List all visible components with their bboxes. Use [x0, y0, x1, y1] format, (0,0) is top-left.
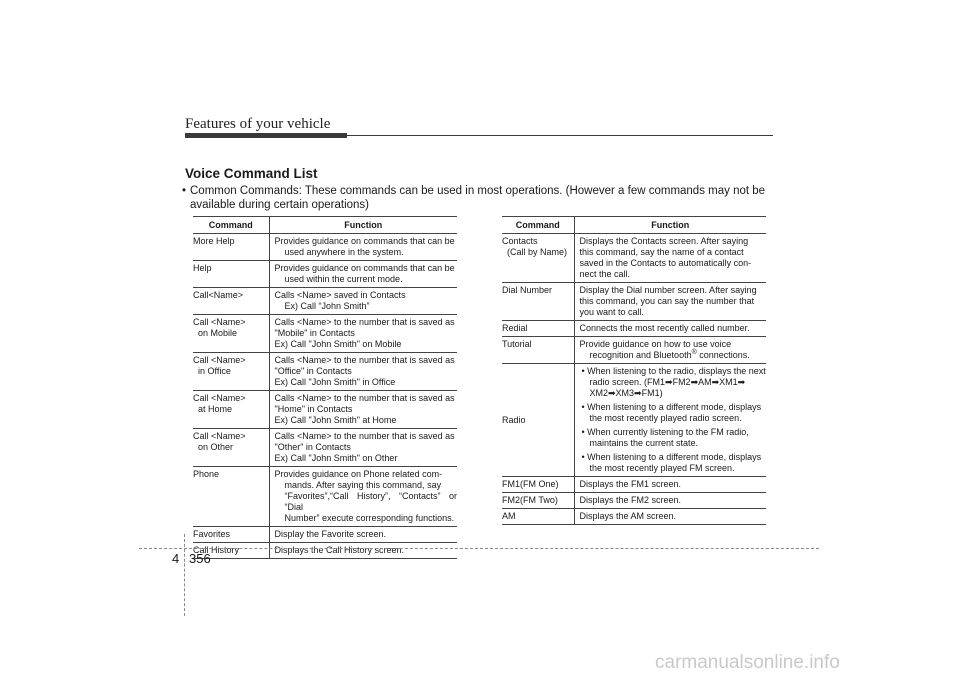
- function-text: “Favorites”,“Call History”, “Contacts” or “Dial: [284, 491, 457, 512]
- function-text: saved in the Contacts to automatically con-: [579, 258, 752, 268]
- function-text: Ex) Call "John Smith" in Office: [274, 377, 396, 387]
- command-text: on Other: [198, 442, 234, 452]
- function-text: this command, you can say the number that: [579, 296, 755, 306]
- chapter-number: 4: [172, 551, 180, 566]
- command-cell: [193, 467, 269, 527]
- command-text: Call History: [193, 545, 240, 555]
- radio-bullet-item: • When listening to a different mode, displays the most recently played FM screen.: [581, 452, 762, 473]
- function-cell: [269, 527, 457, 543]
- table-row: [193, 429, 457, 467]
- command-text: Call <Name>: [193, 355, 246, 365]
- command-text: Call <Name>: [193, 431, 246, 441]
- function-cell: [269, 353, 457, 391]
- table-row: [193, 353, 457, 391]
- command-cell: [193, 527, 269, 543]
- command-text: Radio: [502, 414, 526, 425]
- function-text: Provides guidance on commands that can be: [274, 236, 455, 246]
- column-header-command: Command: [502, 217, 574, 234]
- function-text-part: connections.: [696, 350, 750, 360]
- function-cell: [574, 283, 766, 321]
- page-number: 356: [189, 551, 211, 566]
- function-cell: [269, 288, 457, 315]
- function-text: Display the Dial number screen. After saying: [579, 285, 757, 295]
- command-text: on Mobile: [198, 328, 238, 338]
- table-row-tutorial: [502, 337, 766, 364]
- function-text: Displays the Call History screen.: [274, 545, 405, 555]
- function-text: Number” execute corresponding functions.: [284, 513, 455, 523]
- command-cell: [502, 234, 574, 283]
- command-text: at Home: [198, 404, 233, 414]
- left-command-table: [193, 216, 457, 559]
- command-cell: [193, 234, 269, 261]
- command-text: Call<Name>: [193, 290, 244, 300]
- footer-dashed-rule: [139, 548, 819, 549]
- function-text: you want to call.: [579, 307, 645, 317]
- command-cell: [193, 288, 269, 315]
- bullet-icon: •: [181, 185, 187, 197]
- command-text: Contacts: [502, 236, 538, 246]
- table-row: [193, 288, 457, 315]
- function-text: "Mobile" in Contacts: [274, 328, 355, 338]
- function-text: Ex) Call "John Smith" on Other: [274, 453, 398, 463]
- function-cell: [574, 337, 766, 364]
- function-text: Calls <Name> to the number that is saved as: [274, 393, 455, 403]
- right-command-table: [502, 216, 766, 525]
- page-heading: Voice Command List: [185, 166, 318, 181]
- table-row: [193, 234, 457, 261]
- function-text: Calls <Name> to the number that is saved as: [274, 431, 455, 441]
- radio-bullet-item: • When listening to the radio, displays the next radio screen. (FM1➡FM2➡AM➡XM1➡ XM2➡XM3➡FM1): [581, 366, 766, 398]
- function-cell: [269, 261, 457, 288]
- command-text: Redial: [502, 323, 528, 333]
- command-cell: [502, 321, 574, 337]
- function-text: Provides guidance on Phone related com-: [274, 469, 443, 479]
- command-text: (Call by Name): [507, 247, 568, 257]
- function-cell: [269, 391, 457, 429]
- command-text: AM: [502, 511, 516, 521]
- command-cell: [502, 509, 574, 525]
- function-text: nect the call.: [579, 269, 631, 279]
- command-cell: [502, 364, 574, 477]
- function-text: Displays the FM1 screen.: [579, 479, 682, 489]
- intro-line-2: available during certain operations): [190, 199, 369, 211]
- function-text: this command, say the name of a contact: [579, 247, 744, 257]
- command-cell: [193, 261, 269, 288]
- function-text: mands. After saying this command, say: [284, 480, 442, 490]
- command-cell: [502, 477, 574, 493]
- table-row-dial-number: [502, 283, 766, 321]
- command-text: Phone: [193, 469, 220, 479]
- table-row-contacts: [502, 234, 766, 283]
- header-rule: [347, 135, 773, 136]
- footer-vertical-rule: [184, 534, 185, 616]
- function-text: Provides guidance on commands that can be: [274, 263, 455, 273]
- watermark: carmanualsonline.info: [655, 652, 840, 673]
- section-title: Features of your vehicle: [185, 116, 331, 132]
- function-text: Displays the Contacts screen. After saying: [579, 236, 749, 246]
- function-text: "Office" in Contacts: [274, 366, 352, 376]
- function-text: Display the Favorite screen.: [274, 529, 387, 539]
- command-text: Favorites: [193, 529, 231, 539]
- command-text: Dial Number: [502, 285, 553, 295]
- command-cell: [193, 429, 269, 467]
- command-cell: [193, 391, 269, 429]
- function-text: "Home" in Contacts: [274, 404, 353, 414]
- radio-bullet-item: • When listening to a different mode, displays the most recently played radio screen.: [581, 402, 762, 423]
- table-row: [193, 261, 457, 288]
- column-header-function: Function: [574, 217, 766, 234]
- function-text: Calls <Name> to the number that is saved as: [274, 317, 455, 327]
- function-cell: [269, 543, 457, 559]
- function-text: Calls <Name> saved in Contacts: [274, 290, 406, 300]
- table-row: [193, 315, 457, 353]
- command-text: FM1(FM One): [502, 479, 559, 489]
- table-row-redial: [502, 321, 766, 337]
- function-cell: [269, 467, 457, 527]
- command-text: Call <Name>: [193, 317, 246, 327]
- intro-line-1: Common Commands: These commands can be used in most operations. (However a few commands may not be: [190, 185, 766, 197]
- function-cell: [269, 429, 457, 467]
- function-text: Displays the AM screen.: [579, 511, 677, 521]
- function-text: [580, 350, 767, 361]
- function-text: Connects the most recently called number.: [579, 323, 750, 333]
- function-cell: [574, 509, 766, 525]
- table-row: [193, 527, 457, 543]
- function-cell: [269, 315, 457, 353]
- header-bar: [185, 133, 347, 138]
- command-cell: [193, 315, 269, 353]
- function-cell: [574, 493, 766, 509]
- command-text: in Office: [198, 366, 231, 376]
- function-text: Ex) Call “John Smith”: [284, 301, 370, 311]
- function-text-part: recognition and Bluetooth: [589, 350, 692, 360]
- table-header-row: [502, 217, 766, 234]
- command-cell: [193, 353, 269, 391]
- table-row-fm1: [502, 477, 766, 493]
- table-row-fm2: [502, 493, 766, 509]
- function-cell: [269, 234, 457, 261]
- table-row: [193, 543, 457, 559]
- function-cell: [574, 477, 766, 493]
- function-text: Displays the FM2 screen.: [579, 495, 682, 505]
- registered-mark: ®: [691, 349, 697, 356]
- table-row: [193, 467, 457, 527]
- column-header-command: Command: [193, 217, 269, 234]
- function-text: Ex) Call "John Smith" at Home: [274, 415, 397, 425]
- radio-bullet-item: • When currently listening to the FM radio, maintains the current state.: [581, 427, 749, 448]
- function-text: Ex) Call "John Smith" on Mobile: [274, 339, 402, 349]
- command-text: FM2(FM Two): [502, 495, 558, 505]
- intro-paragraph: [178, 184, 774, 212]
- command-cell: [502, 337, 574, 364]
- function-text: used within the current mode.: [284, 274, 403, 284]
- command-text: More Help: [193, 236, 235, 246]
- command-cell: [502, 283, 574, 321]
- table-row-am: [502, 509, 766, 525]
- command-text: Call <Name>: [193, 393, 246, 403]
- function-cell: [574, 234, 766, 283]
- table-row-radio: [502, 364, 766, 477]
- command-text: Help: [193, 263, 212, 273]
- function-cell: [574, 321, 766, 337]
- function-text: Provide guidance on how to use voice: [579, 339, 732, 349]
- column-header-function: Function: [269, 217, 457, 234]
- command-cell: [502, 493, 574, 509]
- function-text: used anywhere in the system.: [284, 247, 404, 257]
- table-row: [193, 391, 457, 429]
- function-text: "Other" in Contacts: [274, 442, 351, 452]
- command-text: Tutorial: [502, 339, 532, 349]
- table-header-row: [193, 217, 457, 234]
- function-cell: [574, 364, 766, 477]
- function-text: Calls <Name> to the number that is saved as: [274, 355, 455, 365]
